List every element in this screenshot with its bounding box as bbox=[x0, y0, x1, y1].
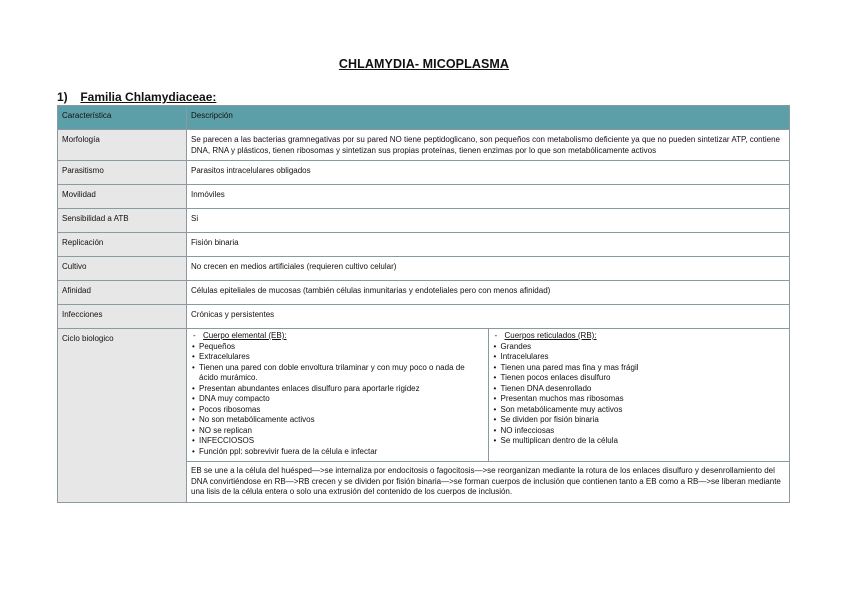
list-item: • Intracelulares bbox=[494, 352, 786, 363]
list-item: • Se multiplican dentro de la célula bbox=[494, 436, 786, 447]
row-label: Afinidad bbox=[58, 281, 187, 305]
row-label: Movilidad bbox=[58, 185, 187, 209]
section-name: Familia Chlamydiaceae: bbox=[80, 90, 217, 104]
list-item: • Presentan abundantes enlaces disulfuro para aportarle rigidez bbox=[192, 384, 484, 395]
row-value: Parasitos intracelulares obligados bbox=[187, 161, 790, 185]
characteristics-table bbox=[57, 105, 790, 503]
list-item: • Pocos ribosomas bbox=[192, 405, 484, 416]
row-label: Cultivo bbox=[58, 257, 187, 281]
table-row bbox=[58, 233, 790, 257]
table-row-ciclo bbox=[58, 329, 790, 503]
document-title: CHLAMYDIA- MICOPLASMA bbox=[338, 57, 510, 71]
list-item: • Grandes bbox=[494, 342, 786, 353]
list-item: • DNA muy compacto bbox=[192, 394, 484, 405]
rb-column bbox=[488, 329, 789, 462]
table-row bbox=[58, 161, 790, 185]
list-item: • NO infecciosas bbox=[494, 426, 786, 437]
ciclo-subtable bbox=[187, 329, 789, 502]
table-row bbox=[58, 257, 790, 281]
list-item: • Tienen una pared con doble envoltura trilaminar y con muy poco o nada de ácido murámico. bbox=[192, 363, 484, 384]
table-header-row bbox=[58, 106, 790, 130]
row-value: Inmóviles bbox=[187, 185, 790, 209]
list-item: • Se dividen por fisión binaria bbox=[494, 415, 786, 426]
ciclo-note: EB se une a la célula del huésped—>se internaliza por endocitosis o fagocitosis—>se reorganizan mediante la rotura de los enlaces disulfuro y desenrollamiento del DNA convirtiéndose en RB—>RB crecen y se dividen por fisión binaria—>se forman cuerpos de inclusión que contienen tanto a EB como a RB—>se liberan mediante una lisis de la célula entera o solo una extrusión del contenido de los cuerpos de inclusión. bbox=[187, 462, 789, 502]
eb-list bbox=[192, 342, 484, 458]
row-label: Infecciones bbox=[58, 305, 187, 329]
eb-column bbox=[187, 329, 488, 462]
row-value: Se parecen a las bacterias gramnegativas por su pared NO tiene peptidoglicano, son pequeños con metabolismo deficiente ya que no pueden sintetizar ATP, contiene DNA, RNA y plásticos, tienen ribosomas y sintetizan sus propias proteínas, tienen enzimas por lo que son metabólicamente activos bbox=[187, 130, 790, 161]
row-label: Sensibilidad a ATB bbox=[58, 209, 187, 233]
section-heading bbox=[57, 90, 216, 104]
eb-heading bbox=[192, 331, 484, 342]
table-row bbox=[58, 305, 790, 329]
list-item: • Tienen pocos enlaces disulfuro bbox=[494, 373, 786, 384]
row-label: Parasitismo bbox=[58, 161, 187, 185]
list-item: • Función ppl: sobrevivir fuera de la célula e infectar bbox=[192, 447, 484, 458]
row-label: Replicación bbox=[58, 233, 187, 257]
list-item: • Pequeños bbox=[192, 342, 484, 353]
row-value: Crónicas y persistentes bbox=[187, 305, 790, 329]
table-row bbox=[58, 185, 790, 209]
row-value: Fisión binaria bbox=[187, 233, 790, 257]
list-item: • NO se replican bbox=[192, 426, 484, 437]
rb-heading bbox=[494, 331, 786, 342]
header-descripcion: Descripción bbox=[187, 106, 790, 130]
row-value: Células epiteliales de mucosas (también células inmunitarias y endoteliales pero con menos afinidad) bbox=[187, 281, 790, 305]
dash-glyph: - bbox=[494, 331, 498, 340]
list-item: • INFECCIOSOS bbox=[192, 436, 484, 447]
table-row bbox=[58, 130, 790, 161]
list-item: • Tienen DNA desenrollado bbox=[494, 384, 786, 395]
ciclo-cell bbox=[187, 329, 790, 503]
header-caracteristica: Característica bbox=[58, 106, 187, 130]
list-item: • No son metabólicamente activos bbox=[192, 415, 484, 426]
table-row bbox=[58, 209, 790, 233]
list-item: • Son metabólicamente muy activos bbox=[494, 405, 786, 416]
eb-heading-text: Cuerpo elemental (EB): bbox=[203, 331, 287, 340]
row-value: No crecen en medios artificiales (requieren cultivo celular) bbox=[187, 257, 790, 281]
row-value: Si bbox=[187, 209, 790, 233]
row-label: Ciclo biologico bbox=[58, 329, 187, 503]
list-item: • Presentan muchos mas ribosomas bbox=[494, 394, 786, 405]
rb-list bbox=[494, 342, 786, 447]
table-row bbox=[58, 281, 790, 305]
list-item: • Tienen una pared mas fina y mas frágil bbox=[494, 363, 786, 374]
section-number: 1) bbox=[57, 90, 68, 104]
list-item: • Extracelulares bbox=[192, 352, 484, 363]
rb-heading-text: Cuerpos reticulados (RB): bbox=[504, 331, 597, 340]
row-label: Morfología bbox=[58, 130, 187, 161]
dash-glyph: - bbox=[193, 331, 196, 340]
